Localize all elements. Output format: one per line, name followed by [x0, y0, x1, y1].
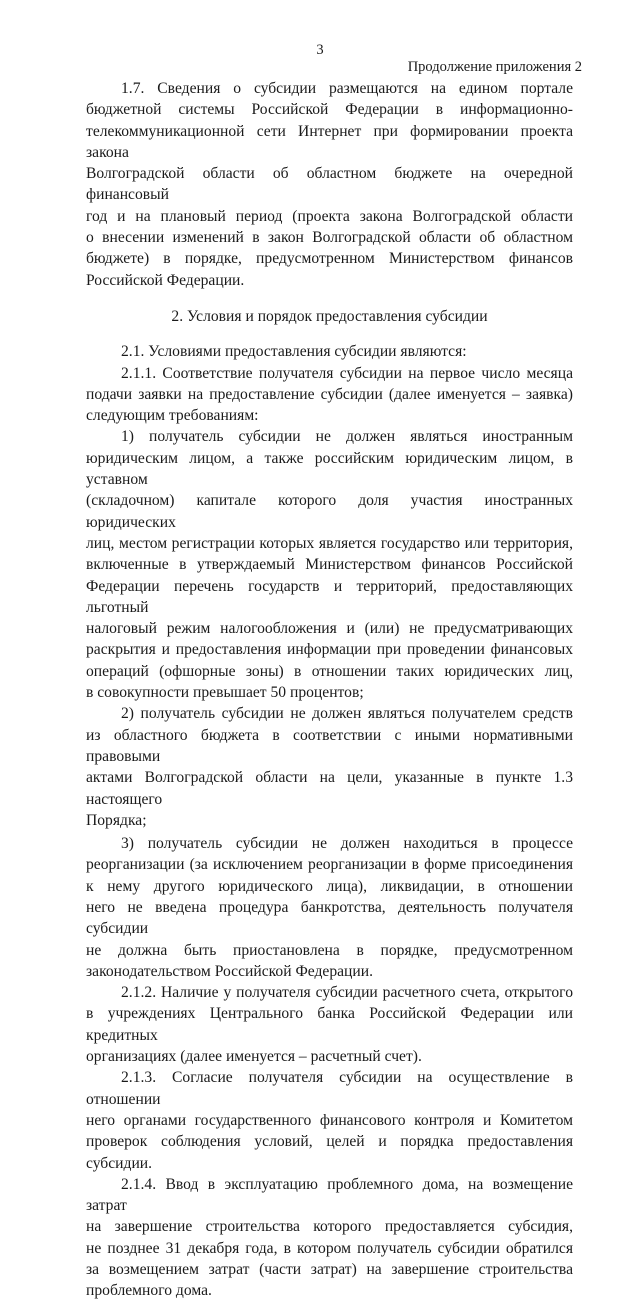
- text-line: 1) получатель субсидии не должен являться иностранным: [121, 428, 573, 446]
- text-line: из областного бюджета в соответствии с иными нормативными правовыми: [86, 726, 573, 765]
- text-line: не позднее 31 декабря года, в котором получатель субсидии обратился: [86, 1239, 573, 1257]
- text-line: не должна быть приостановлена в порядке, предусмотренном: [86, 941, 573, 959]
- text-line: на завершение строительства которого предоставляется субсидия,: [86, 1218, 573, 1236]
- section-heading: 2. Условия и порядок предоставления субсидии: [171, 307, 488, 325]
- text-line: 2) получатель субсидии не должен являться получателем средств: [121, 705, 573, 723]
- text-line: год и на плановый период (проекта закона Волгоградской области: [86, 207, 573, 225]
- text-line: проверок соблюдения условий, целей и порядка предоставления субсидии.: [86, 1133, 573, 1172]
- text-line: в совокупности превышает 50 процентов;: [86, 684, 364, 702]
- text-line: 2.1.1. Соответствие получателя субсидии на первое число месяца: [121, 364, 573, 382]
- text-line: (складочном) капитале которого доля участия иностранных юридических: [86, 492, 573, 531]
- text-line: проблемного дома.: [86, 1282, 212, 1300]
- text-line: телекоммуникационной сети Интернет при формировании проекта закона: [86, 122, 573, 161]
- text-line: реорганизации (за исключением реорганизации в форме присоединения: [86, 856, 573, 874]
- text-line: юридическим лицом, а также российским юридическим лицом, в уставном: [86, 449, 573, 489]
- text-line: операций (офшорные зоны) в отношении таких юридических лиц,: [86, 662, 573, 680]
- text-line: него не введена процедура банкротства, деятельность получателя субсидии: [86, 898, 573, 938]
- text-line: него органами государственного финансового контроля и Комитетом: [86, 1111, 573, 1129]
- text-line: 1.7. Сведения о субсидии размещаются на едином портале: [121, 80, 573, 97]
- text-line: подачи заявки на предоставление субсидии (далее именуется – заявка): [86, 385, 573, 403]
- text-line: 3) получатель субсидии не должен находиться в процессе: [121, 835, 573, 853]
- text-line: организациях (далее именуется – расчетный счет).: [86, 1048, 422, 1066]
- text-line: налоговый режим налогообложения и (или) не предусматривающих: [86, 620, 573, 638]
- text-line: 2.1. Условиями предоставления субсидии являются:: [121, 343, 467, 361]
- text-line: законодательством Российской Федерации.: [86, 962, 373, 980]
- text-line: включенные в утверждаемый Министерством финансов Российской: [86, 556, 573, 574]
- text-line: актами Волгоградской области на цели, указанные в пункте 1.3 настоящего: [86, 769, 573, 808]
- text-line: Порядка;: [86, 811, 147, 829]
- text-line: 2.1.3. Согласие получателя субсидии на осуществление в отношении: [86, 1069, 573, 1108]
- running-head: Продолжение приложения 2: [407, 59, 582, 75]
- text-line: Федерации перечень государств и территорий, предоставляющих льготный: [86, 577, 573, 616]
- text-line: бюджетной системы Российской Федерации в информационно-: [86, 101, 573, 119]
- text-line: 2.1.4. Ввод в эксплуатацию проблемного дома, на возмещение затрат: [86, 1175, 573, 1215]
- text-line: Волгоградской области об областном бюджете на очередной финансовый: [86, 165, 573, 204]
- text-line: Российской Федерации.: [86, 271, 245, 289]
- text-line: в учреждениях Центрального банка Российской Федерации или кредитных: [86, 1005, 573, 1044]
- page-number: 3: [316, 42, 324, 58]
- document-body: [86, 78, 573, 1302]
- text-line: лиц, местом регистрации которых является государство или территория,: [86, 534, 573, 552]
- text-line: 2.1.2. Наличие у получателя субсидии расчетного счета, открытого: [121, 984, 573, 1002]
- text-line: следующим требованиям:: [86, 407, 259, 425]
- text-line: за возмещением затрат (части затрат) на завершение строительства: [86, 1261, 573, 1279]
- text-line: раскрытия и предоставления информации при проведении финансовых: [86, 641, 573, 659]
- text-line: бюджете) в порядке, предусмотренном Министерством финансов: [86, 250, 573, 268]
- text-line: о внесении изменений в закон Волгоградской области об областном: [86, 229, 573, 247]
- text-line: к нему другого юридического лица), ликвидации, в отношении: [86, 877, 573, 895]
